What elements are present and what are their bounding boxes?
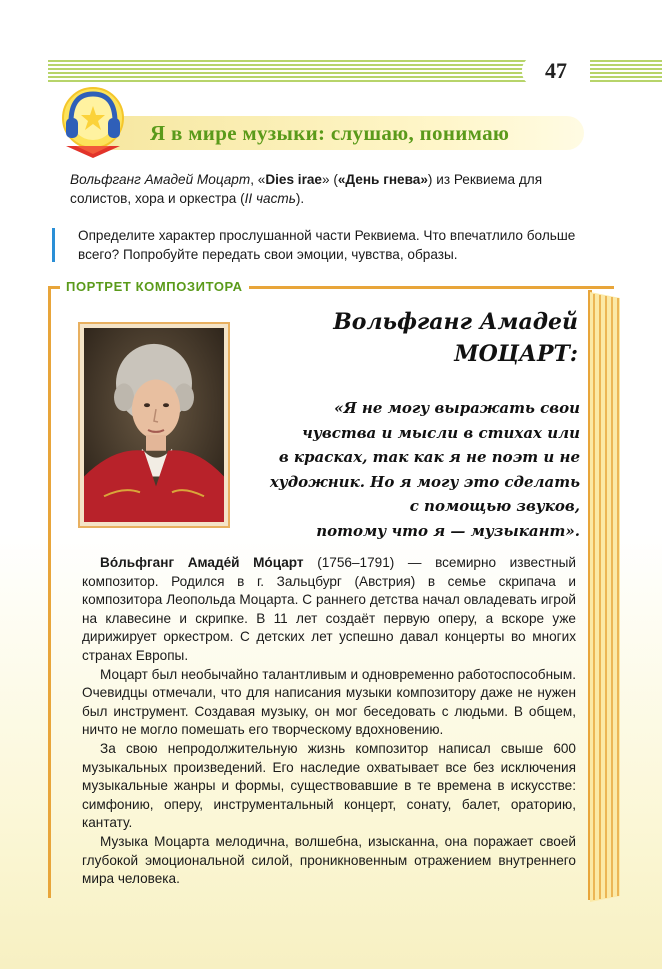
biography	[82, 554, 576, 889]
task-marker	[52, 228, 55, 262]
headphones-icon	[58, 84, 128, 160]
intro-author: Вольфганг Амадей Моцарт	[70, 172, 251, 187]
portrait-label: ПОРТРЕТ КОМПОЗИТОРА	[60, 278, 249, 296]
composer-name-line2: МОЦАРТ:	[454, 341, 578, 367]
composer-quote	[248, 396, 580, 544]
bio-name: Во́льфганг Амаде́й Мо́царт	[100, 555, 304, 570]
bio-paragraph-1	[82, 554, 576, 666]
task-text: Определите характер прослушанной части Реквиема. Что впечатлило больше всего? Попробуйте передать свои эмоции, чувства, образы.	[78, 228, 576, 262]
header-stripes	[48, 60, 530, 82]
quote-line: чувства и мысли в стихах или	[302, 423, 580, 442]
book-pages-edge	[590, 292, 624, 902]
listening-intro	[70, 170, 588, 208]
intro-part: II часть	[244, 191, 296, 206]
intro-sep: , «	[250, 172, 266, 187]
intro-work-ru: «День гнева»	[337, 172, 428, 187]
mozart-portrait	[84, 328, 224, 522]
section-title: Я в мире музыки: слушаю, понимаю	[150, 121, 510, 145]
header-stripes-right	[590, 60, 662, 82]
quote-line: художник. Но я могу это сделать	[269, 472, 580, 491]
intro-end: ).	[295, 191, 305, 206]
quote-line: с помощью звуков,	[409, 497, 580, 516]
bio-p1-text: (1756–1791) — всемирно известный композитор. Родился в г. Зальцбург (Австрия) в семье скрипача и композитора Леопольда Моцарта. С раннего детства начал овладевать игрой на клавесине и скрипке. В 11 лет создаёт первую оперу, а вскоре уже дирижирует оркестром. С детских лет успешно давал концерты во многих странах Европы.	[82, 555, 577, 663]
bio-paragraph-3: За свою непродолжительную жизнь композитор написал свыше 600 музыкальных произведений. Его наследие охватывает все без исключения музыкальные жанры и формы, существовавшие в те времена в искусстве: симфонию, оперу, инструментальный концерт, сонату, балет, ораторию, кантату.	[82, 740, 576, 831]
composer-name-line1: Вольфганг Амадей	[333, 309, 578, 335]
bio-paragraph-2: Моцарт был необычайно талантливым и одновременно работоспособным. Очевидцы отмечали, что для написания музыки композитору даже не нужен был инструмент. Создавая музыку, он мог беседовать с людьми. В общем, ничто не могло помешать его творческому вдохновению.	[82, 666, 576, 738]
composer-name	[300, 306, 578, 370]
quote-line: «Я не могу выражать свои	[334, 399, 580, 417]
intro-sep2: » (	[322, 172, 338, 187]
page-number: 47	[522, 56, 590, 86]
quote-line: в красках, так как я не поэт и не	[278, 448, 580, 467]
quote-line: потому что я — музыкант».	[316, 521, 580, 540]
intro-after: ) из Реквиема для солистов, хора и оркестра (	[70, 172, 543, 206]
frame-left	[48, 286, 51, 898]
portrait-frame	[78, 322, 230, 528]
bio-paragraph-4: Музыка Моцарта мелодична, волшебна, изысканна, она поражает своей глубокой эмоциональной силой, проникновенным отражением внутреннего мира человека.	[82, 833, 576, 887]
intro-work: Dies irae	[265, 172, 322, 187]
